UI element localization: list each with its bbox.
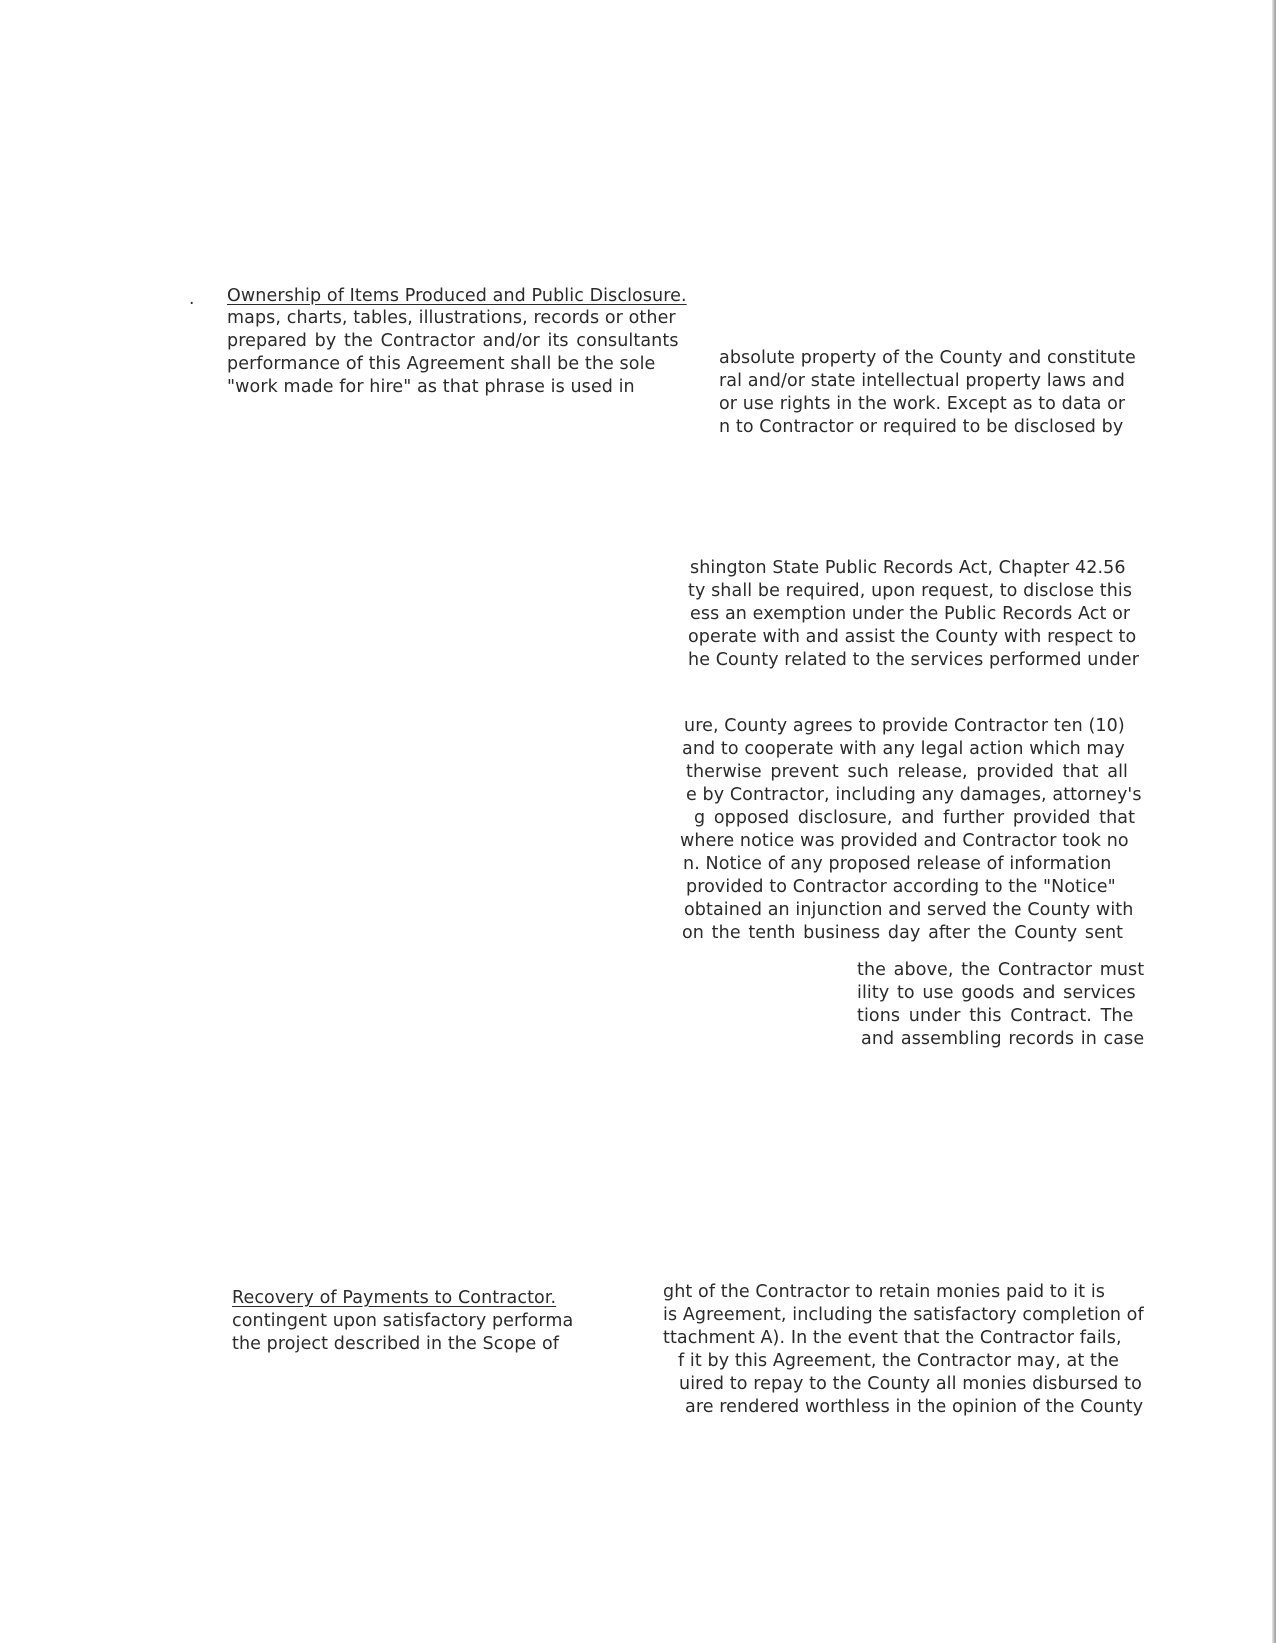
- text-line: ility to use goods and services: [857, 983, 1136, 1003]
- text-line: n to Contractor or required to be disclosed by: [719, 417, 1124, 437]
- text-line: where notice was provided and Contractor took no: [680, 831, 1129, 851]
- text-line: ght of the Contractor to retain monies paid to it is: [663, 1282, 1106, 1302]
- text-line: or use rights in the work. Except as to data or: [719, 394, 1126, 414]
- text-line: therwise prevent such release, provided that all: [686, 762, 1129, 782]
- page-edge-shadow: [1272, 0, 1276, 1643]
- text-line: e by Contractor, including any damages, attorney's: [686, 785, 1142, 805]
- text-line: ral and/or state intellectual property laws and: [719, 371, 1125, 391]
- text-line: maps, charts, tables, illustrations, records or other: [227, 308, 676, 328]
- text-line: the above, the Contractor must: [857, 960, 1145, 980]
- ownership-heading: Ownership of Items Produced and Public Disclosure.: [227, 286, 687, 306]
- text-line: is Agreement, including the satisfactory completion of: [663, 1305, 1144, 1325]
- text-line: on the tenth business day after the County sent: [682, 923, 1124, 943]
- text-line: are rendered worthless in the opinion of the County: [685, 1397, 1144, 1417]
- text-line: shington State Public Records Act, Chapter 42.56: [690, 558, 1126, 578]
- text-line: and to cooperate with any legal action which may: [682, 739, 1125, 759]
- text-line: operate with and assist the County with respect to: [688, 627, 1137, 647]
- text-line: contingent upon satisfactory performa: [232, 1311, 574, 1331]
- text-line: ttachment A). In the event that the Contractor fails,: [663, 1328, 1122, 1348]
- text-line: prepared by the Contractor and/or its consultants: [227, 331, 679, 351]
- text-line: ty shall be required, upon request, to disclose this: [688, 581, 1133, 601]
- text-line: n. Notice of any proposed release of information: [683, 854, 1112, 874]
- recovery-heading: Recovery of Payments to Contractor.: [232, 1288, 557, 1308]
- text-line: g opposed disclosure, and further provided that: [694, 808, 1136, 828]
- text-line: absolute property of the County and constitute: [719, 348, 1136, 368]
- text-line: provided to Contractor according to the "Notice": [686, 877, 1116, 897]
- text-line: ess an exemption under the Public Records Act or: [690, 604, 1131, 624]
- text-line: tions under this Contract. The: [857, 1006, 1134, 1026]
- text-line: "work made for hire" as that phrase is used in: [227, 377, 635, 397]
- text-line: obtained an injunction and served the County with: [684, 900, 1134, 920]
- text-line: and assembling records in case: [861, 1029, 1145, 1049]
- text-line: the project described in the Scope of: [232, 1334, 560, 1354]
- text-line: uired to repay to the County all monies disbursed to: [679, 1374, 1142, 1394]
- list-marker: .: [189, 289, 195, 309]
- text-line: performance of this Agreement shall be the sole: [227, 354, 656, 374]
- text-line: f it by this Agreement, the Contractor may, at the: [678, 1351, 1119, 1371]
- text-line: he County related to the services performed under: [688, 650, 1140, 670]
- text-line: ure, County agrees to provide Contractor ten (10): [684, 716, 1125, 736]
